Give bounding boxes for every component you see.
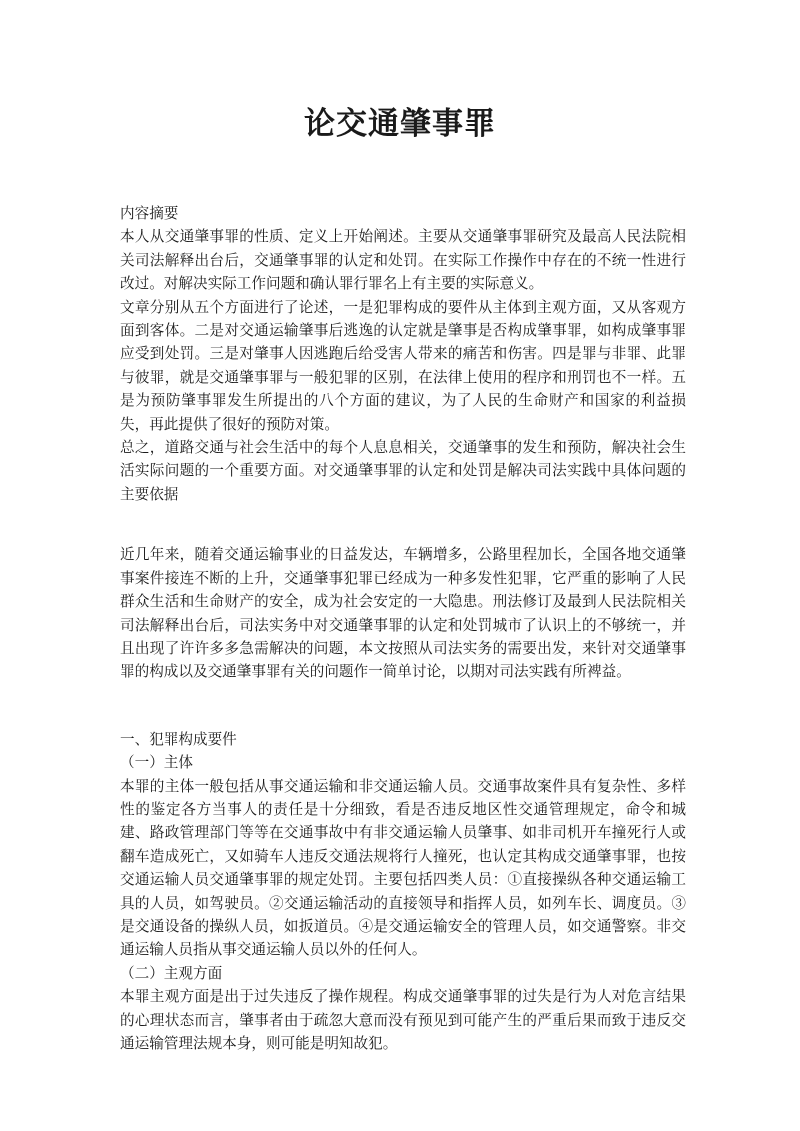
abstract-paragraph-1: 本人从交通肇事罪的性质、定义上开始阐述。主要从交通肇事罪研究及最高人民法院相关司法解释出台后，交通肇事罪的认定和处罚。在实际工作操作中存在的不统一性进行改过。对解决实际工作问题和确认罪行罪名上有主要的实际意义。 (120, 228, 686, 293)
abstract-heading: 内容摘要 (120, 205, 179, 222)
subsection-heading-subjective: （二）主观方面 (120, 964, 223, 982)
paragraph-gap (120, 684, 686, 728)
subsection-text-subjective: 本罪主观方面是出于过失违反了操作规程。构成交通肇事罪的过失是行为人对危言结果的心理状态而言，肇事者由于疏忽大意而没有预见到可能产生的严重后果而致于违反交通运输管理法规本身，则可能是明知故犯。 (120, 988, 686, 1052)
document-title: 论交通肇事罪 (304, 106, 496, 142)
section-heading-1: 一、犯罪构成要件 (120, 730, 237, 748)
introduction-paragraph: 近几年来，随着交通运输事业的日益发达，车辆增多，公路里程加长，全国各地交通肇事案件接连不断的上升，交通肇事犯罪已经成为一种多发性犯罪，它严重的影响了人民群众生活和生命财产的安全，成为社会安定的一大隐患。刑法修订及最到人民法院相关司法解释出台后，司法实务中对交通肇事罪的认定和处罚城市了认识上的不够统一，并且出现了许许多多急需解决的问题，本文按照从司法实务的需要出发，来针对交通肇事罪的构成以及交通肇事罪有关的问题作一简单讨论，以期对司法实践有所裨益。 (120, 546, 686, 681)
subsection-heading-subject: （一）主体 (120, 754, 193, 772)
subsection-text-subject: 本罪的主体一般包括从事交通运输和非交通运输人员。交通事故案件具有复杂性、多样性的鉴定各方当事人的责任是十分细致，看是否违反地区性交通管理规定，命令和城建、路政管理部门等等在交通事故中有非交通运输人员肇事、如非司机开车撞死行人或翻车造成死亡，又如骑车人违反交通法规将行人撞死，也认定其构成交通肇事罪，也按交通运输人员交通肇事罪的规定处罚。主要包括四类人员：①直接操纵各种交通运输工具的人员，如驾驶员。②交通运输活动的直接领导和指挥人员，如列车长、调度员。③是交通设备的操纵人员，如扳道员。④是交通运输安全的管理人员，如交通警察。非交通运输人员指从事交通运输人员以外的任何人。 (120, 777, 686, 959)
abstract-paragraph-2: 文章分别从五个方面进行了论述，一是犯罪构成的要件从主体到主观方面，又从客观方面到客体。二是对交通运输肇事后逃逸的认定就是肇事是否构成肇事罪，如构成肇事罪应受到处罚。三是对肇事人因逃跑后给受害人带来的痛苦和伤害。四是罪与非罪、此罪与彼罪，就是交通肇事罪与一般犯罪的区别，在法律上使用的程序和刑罚也不一样。五是为预防肇事罪发生所提出的八个方面的建议，为了人民的生命财产和国家的利益损失，再此提供了很好的预防对策。 (120, 298, 686, 433)
document-body (120, 202, 686, 1055)
abstract-paragraph-3: 总之，道路交通与社会生活中的每个人息息相关，交通肇事的发生和预防，解决社会生活实际问题的一个重要方面。对交通肇事罪的认定和处罚是解决司法实践中具体问题的主要依据 (120, 439, 686, 503)
paragraph-gap (120, 506, 686, 543)
